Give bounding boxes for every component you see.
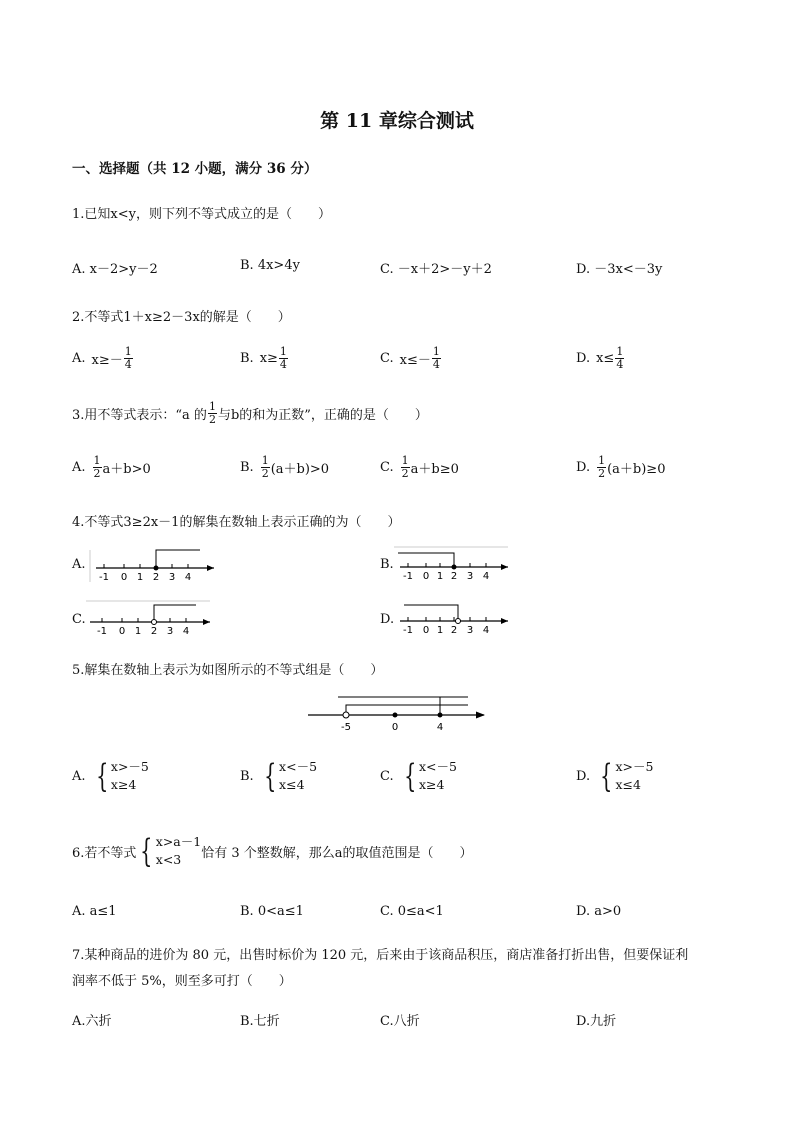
- q3-option-a: [72, 455, 151, 480]
- q6-option-c: C. 0≤a<1: [380, 904, 444, 919]
- option-label: A.: [72, 557, 86, 572]
- numerator: 1: [616, 345, 624, 358]
- expression: a＋b>0: [102, 462, 151, 477]
- q3-option-d: [576, 455, 665, 480]
- question-2-stem: 2.不等式1＋x≥2－3x的解是（ ）: [72, 310, 291, 325]
- tick-label: 1: [134, 626, 142, 637]
- brace-icon: {: [263, 757, 276, 795]
- q7-option-a: A.六折: [72, 1014, 112, 1029]
- q5-option-b: [240, 758, 317, 794]
- fraction: [615, 346, 624, 371]
- tick-label: 3: [466, 625, 474, 636]
- denominator: 2: [261, 467, 269, 480]
- q2-option-a: [72, 346, 134, 371]
- option-label: A.: [72, 460, 86, 475]
- brace-icon: {: [403, 757, 416, 795]
- q5-option-a: [72, 758, 149, 794]
- inequality-system: [596, 758, 653, 794]
- option-label: D.: [576, 768, 591, 784]
- tick-label: 4: [436, 722, 444, 733]
- tick-label: 0: [422, 625, 430, 636]
- fraction: [432, 346, 441, 371]
- numerator: 1: [598, 454, 606, 467]
- relation: x≥: [259, 351, 278, 366]
- system-line: x≤4: [615, 777, 641, 792]
- option-label: A.: [72, 351, 86, 366]
- tick-label: 1: [136, 572, 144, 583]
- fraction-half: [401, 455, 410, 480]
- numerator: 1: [261, 454, 269, 467]
- system-line: x≥4: [418, 777, 445, 792]
- tick-label: -1: [99, 572, 109, 583]
- tick-label: 3: [168, 572, 176, 583]
- q1-option-c: C. －x＋2>－y＋2: [380, 262, 492, 277]
- numerator: 1: [401, 454, 409, 467]
- section-heading: 一、选择题（共 12 小题，满分 36 分）: [72, 161, 318, 177]
- system-line: x<3: [155, 852, 182, 867]
- relation: x≥－: [91, 353, 123, 368]
- system-line: x≥4: [110, 777, 137, 792]
- number-line-b: [394, 546, 510, 582]
- system-line: x≤4: [279, 777, 305, 792]
- inequality-system: [260, 758, 317, 794]
- stem-part-1: 3.用不等式表示：“a 的: [72, 408, 207, 423]
- option-label: A.: [72, 768, 86, 784]
- inequality-system: [400, 758, 457, 794]
- q1-option-b: B. 4x>4y: [240, 258, 300, 273]
- q2-option-d: [576, 346, 625, 371]
- tick-label: -1: [97, 626, 107, 637]
- q3-option-b: [240, 455, 329, 480]
- tick-label: 2: [450, 571, 458, 582]
- q5-option-c: [380, 758, 457, 794]
- brace-icon: {: [140, 832, 153, 870]
- tick-label: 2: [150, 626, 158, 637]
- expression: (a＋b)>0: [270, 462, 330, 477]
- tick-label: -1: [403, 571, 413, 582]
- fraction-half: [93, 455, 102, 480]
- denominator: 2: [598, 467, 606, 480]
- q1-option-a: A. x－2>y－2: [72, 262, 158, 277]
- number-line-d: [394, 602, 510, 638]
- denominator: 2: [208, 413, 216, 426]
- denominator: 4: [432, 358, 440, 371]
- option-label: C.: [380, 351, 394, 366]
- numerator: 1: [432, 345, 440, 358]
- tick-label: 0: [118, 626, 126, 637]
- system-line: x<－5: [418, 759, 457, 774]
- inequality-system: [136, 833, 201, 869]
- tick-label: -5: [341, 722, 351, 733]
- numerator: 1: [93, 454, 101, 467]
- tick-label: 0: [120, 572, 128, 583]
- fraction-half: [597, 455, 606, 480]
- q2-option-c: [380, 346, 442, 371]
- question-6-stem: [72, 833, 473, 869]
- system-line: x>－5: [110, 759, 149, 774]
- denominator: 2: [93, 467, 101, 480]
- option-label: D.: [380, 612, 395, 627]
- fraction: [279, 346, 288, 371]
- stem-part-2: 恰有 3 个整数解，那么a的取值范围是（ ）: [201, 845, 473, 861]
- expression: (a＋b)≥0: [607, 462, 666, 477]
- denominator: 4: [124, 358, 132, 371]
- tick-label: 1: [436, 625, 444, 636]
- numerator: 1: [124, 345, 132, 358]
- system-line: x>a－1: [155, 834, 202, 849]
- tick-label: 2: [152, 572, 160, 583]
- tick-label: 3: [166, 626, 174, 637]
- system-line: x<－5: [279, 759, 318, 774]
- stem-part-2: 与b的和为正数”，正确的是（ ）: [217, 408, 428, 423]
- question-3-stem: [72, 401, 428, 426]
- brace-icon: {: [600, 757, 613, 795]
- tick-label: -1: [403, 625, 413, 636]
- denominator: 4: [616, 358, 624, 371]
- tick-label: 0: [422, 571, 430, 582]
- option-label: C.: [380, 768, 394, 784]
- q6-option-d: D. a>0: [576, 904, 622, 919]
- q7-option-b: B.七折: [240, 1014, 280, 1029]
- q5-option-d: [576, 758, 653, 794]
- number-line-q5: [306, 692, 488, 734]
- denominator: 2: [401, 467, 409, 480]
- question-1-stem: 1.已知x<y，则下列不等式成立的是（ ）: [72, 207, 331, 222]
- fraction-half: [208, 401, 217, 426]
- q1-option-d: D. －3x<－3y: [576, 262, 663, 277]
- option-label: B.: [240, 460, 254, 475]
- stem-part-1: 6.若不等式: [72, 845, 137, 861]
- tick-label: 4: [184, 572, 192, 583]
- number-line-c: [86, 600, 212, 638]
- question-7-line-2: 润率不低于 5%，则至多可打（ ）: [72, 974, 292, 989]
- option-label: D.: [576, 460, 591, 475]
- numerator: 1: [208, 400, 216, 413]
- tick-label: 0: [391, 722, 399, 733]
- q2-option-b: [240, 346, 289, 371]
- q3-option-c: [380, 455, 459, 480]
- question-7-line-1: 7.某种商品的进价为 80 元，出售时标价为 120 元，后来由于该商品积压，商店准备打折出售，但要保证利: [72, 948, 689, 963]
- tick-label: 4: [482, 571, 490, 582]
- denominator: 4: [279, 358, 287, 371]
- inequality-system: [92, 758, 149, 794]
- tick-label: 2: [450, 625, 458, 636]
- relation: x≤: [596, 351, 615, 366]
- q7-option-d: D.九折: [576, 1014, 617, 1029]
- tick-label: 1: [436, 571, 444, 582]
- option-label: C.: [380, 460, 394, 475]
- system-line: x>－5: [615, 759, 654, 774]
- tick-label: 3: [466, 571, 474, 582]
- page-title: 第 11 章综合测试: [320, 110, 474, 132]
- fraction: [124, 346, 133, 371]
- option-label: D.: [576, 351, 591, 366]
- q6-option-b: B. 0<a≤1: [240, 904, 304, 919]
- q6-option-a: A. a≤1: [72, 904, 117, 919]
- relation: x≤－: [399, 353, 431, 368]
- expression: a＋b≥0: [410, 462, 459, 477]
- question-4-stem: 4.不等式3≥2x－1的解集在数轴上表示正确的为（ ）: [72, 515, 401, 530]
- option-label: B.: [240, 351, 254, 366]
- question-5-stem: 5.解集在数轴上表示为如图所示的不等式组是（ ）: [72, 663, 384, 678]
- tick-label: 4: [482, 625, 490, 636]
- fraction-half: [261, 455, 270, 480]
- option-label: B.: [240, 768, 254, 784]
- numerator: 1: [279, 345, 287, 358]
- q7-option-c: C.八折: [380, 1014, 420, 1029]
- option-label: B.: [380, 557, 394, 572]
- number-line-a: [86, 548, 216, 584]
- tick-label: 4: [182, 626, 190, 637]
- option-label: C.: [72, 612, 86, 627]
- brace-icon: {: [95, 757, 108, 795]
